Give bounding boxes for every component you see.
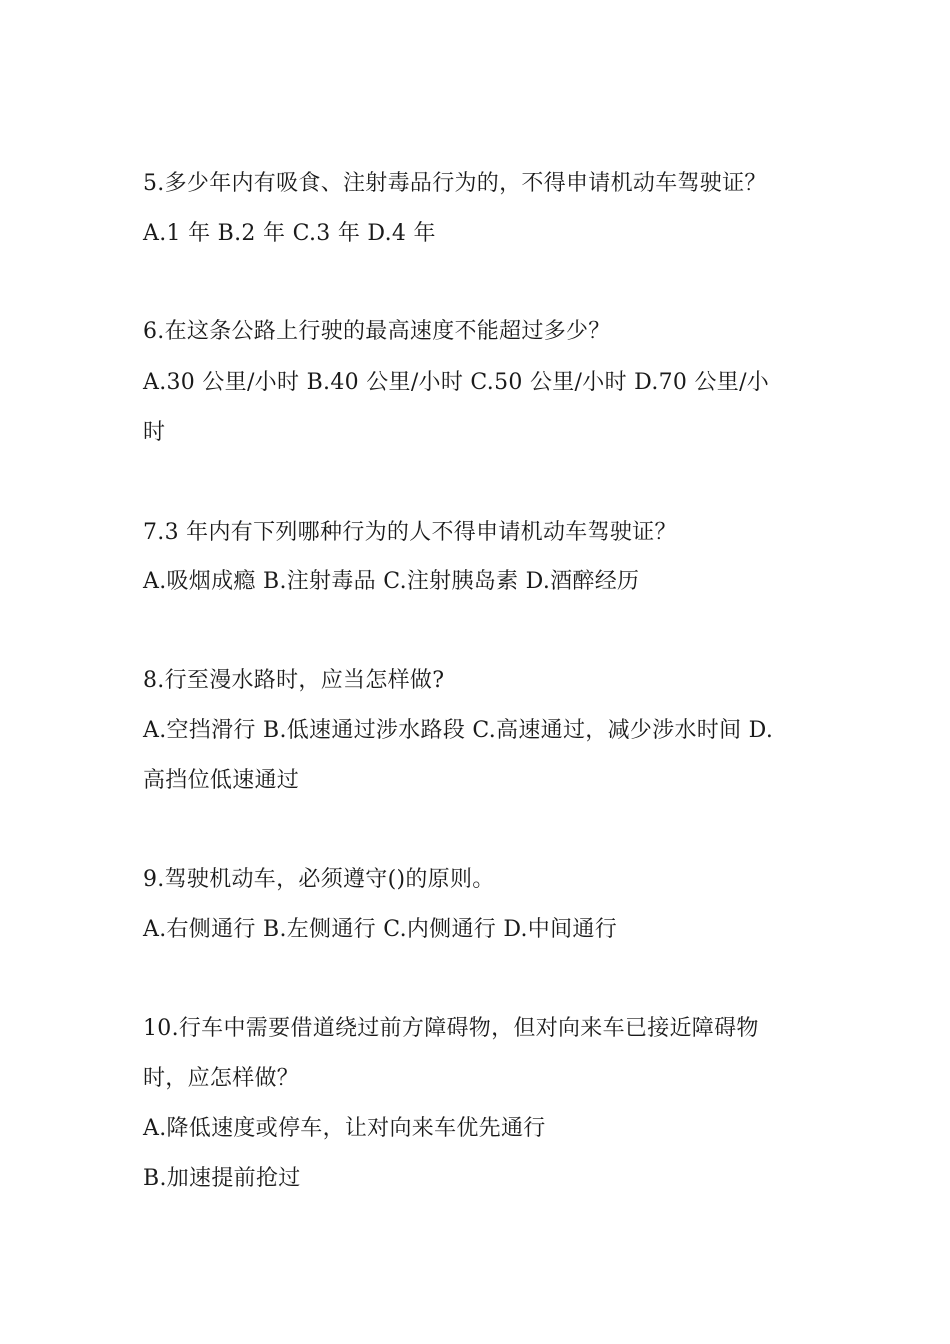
question-9-options: A.右侧通行 B.左侧通行 C.内侧通行 D.中间通行: [143, 917, 618, 942]
question-8-options: A.空挡滑行 B.低速通过涉水路段 C.高速通过，减少涉水时间 D.: [143, 718, 774, 743]
question-7-options: A.吸烟成瘾 B.注射毒品 C.注射胰岛素 D.酒醉经历: [143, 569, 640, 594]
question-8-stem: 8.行至漫水路时，应当怎样做?: [143, 668, 445, 693]
question-8-options-cont: 高挡位低速通过: [143, 768, 300, 793]
question-9-stem: 9.驾驶机动车，必须遵守()的原则。: [143, 867, 495, 892]
question-10-option-b: B.加速提前抢过: [143, 1166, 301, 1191]
question-6-options-cont: 时: [143, 420, 166, 445]
question-6-options: A.30 公里/小时 B.40 公里/小时 C.50 公里/小时 D.70 公里/小: [143, 370, 770, 395]
question-10-option-a: A.降低速度或停车，让对向来车优先通行: [143, 1116, 546, 1141]
question-5-stem: 5.多少年内有吸食、注射毒品行为的，不得申请机动车驾驶证？: [143, 171, 767, 196]
question-6-stem: 6.在这条公路上行驶的最高速度不能超过多少？: [143, 319, 611, 344]
question-7-stem: 7.3 年内有下列哪种行为的人不得申请机动车驾驶证？: [143, 520, 677, 545]
question-10-stem-cont: 时，应怎样做？: [143, 1066, 300, 1091]
question-10-stem: 10.行车中需要借道绕过前方障碍物，但对向来车已接近障碍物: [143, 1016, 759, 1041]
question-5-options: A.1 年 B.2 年 C.3 年 D.4 年: [143, 221, 436, 246]
